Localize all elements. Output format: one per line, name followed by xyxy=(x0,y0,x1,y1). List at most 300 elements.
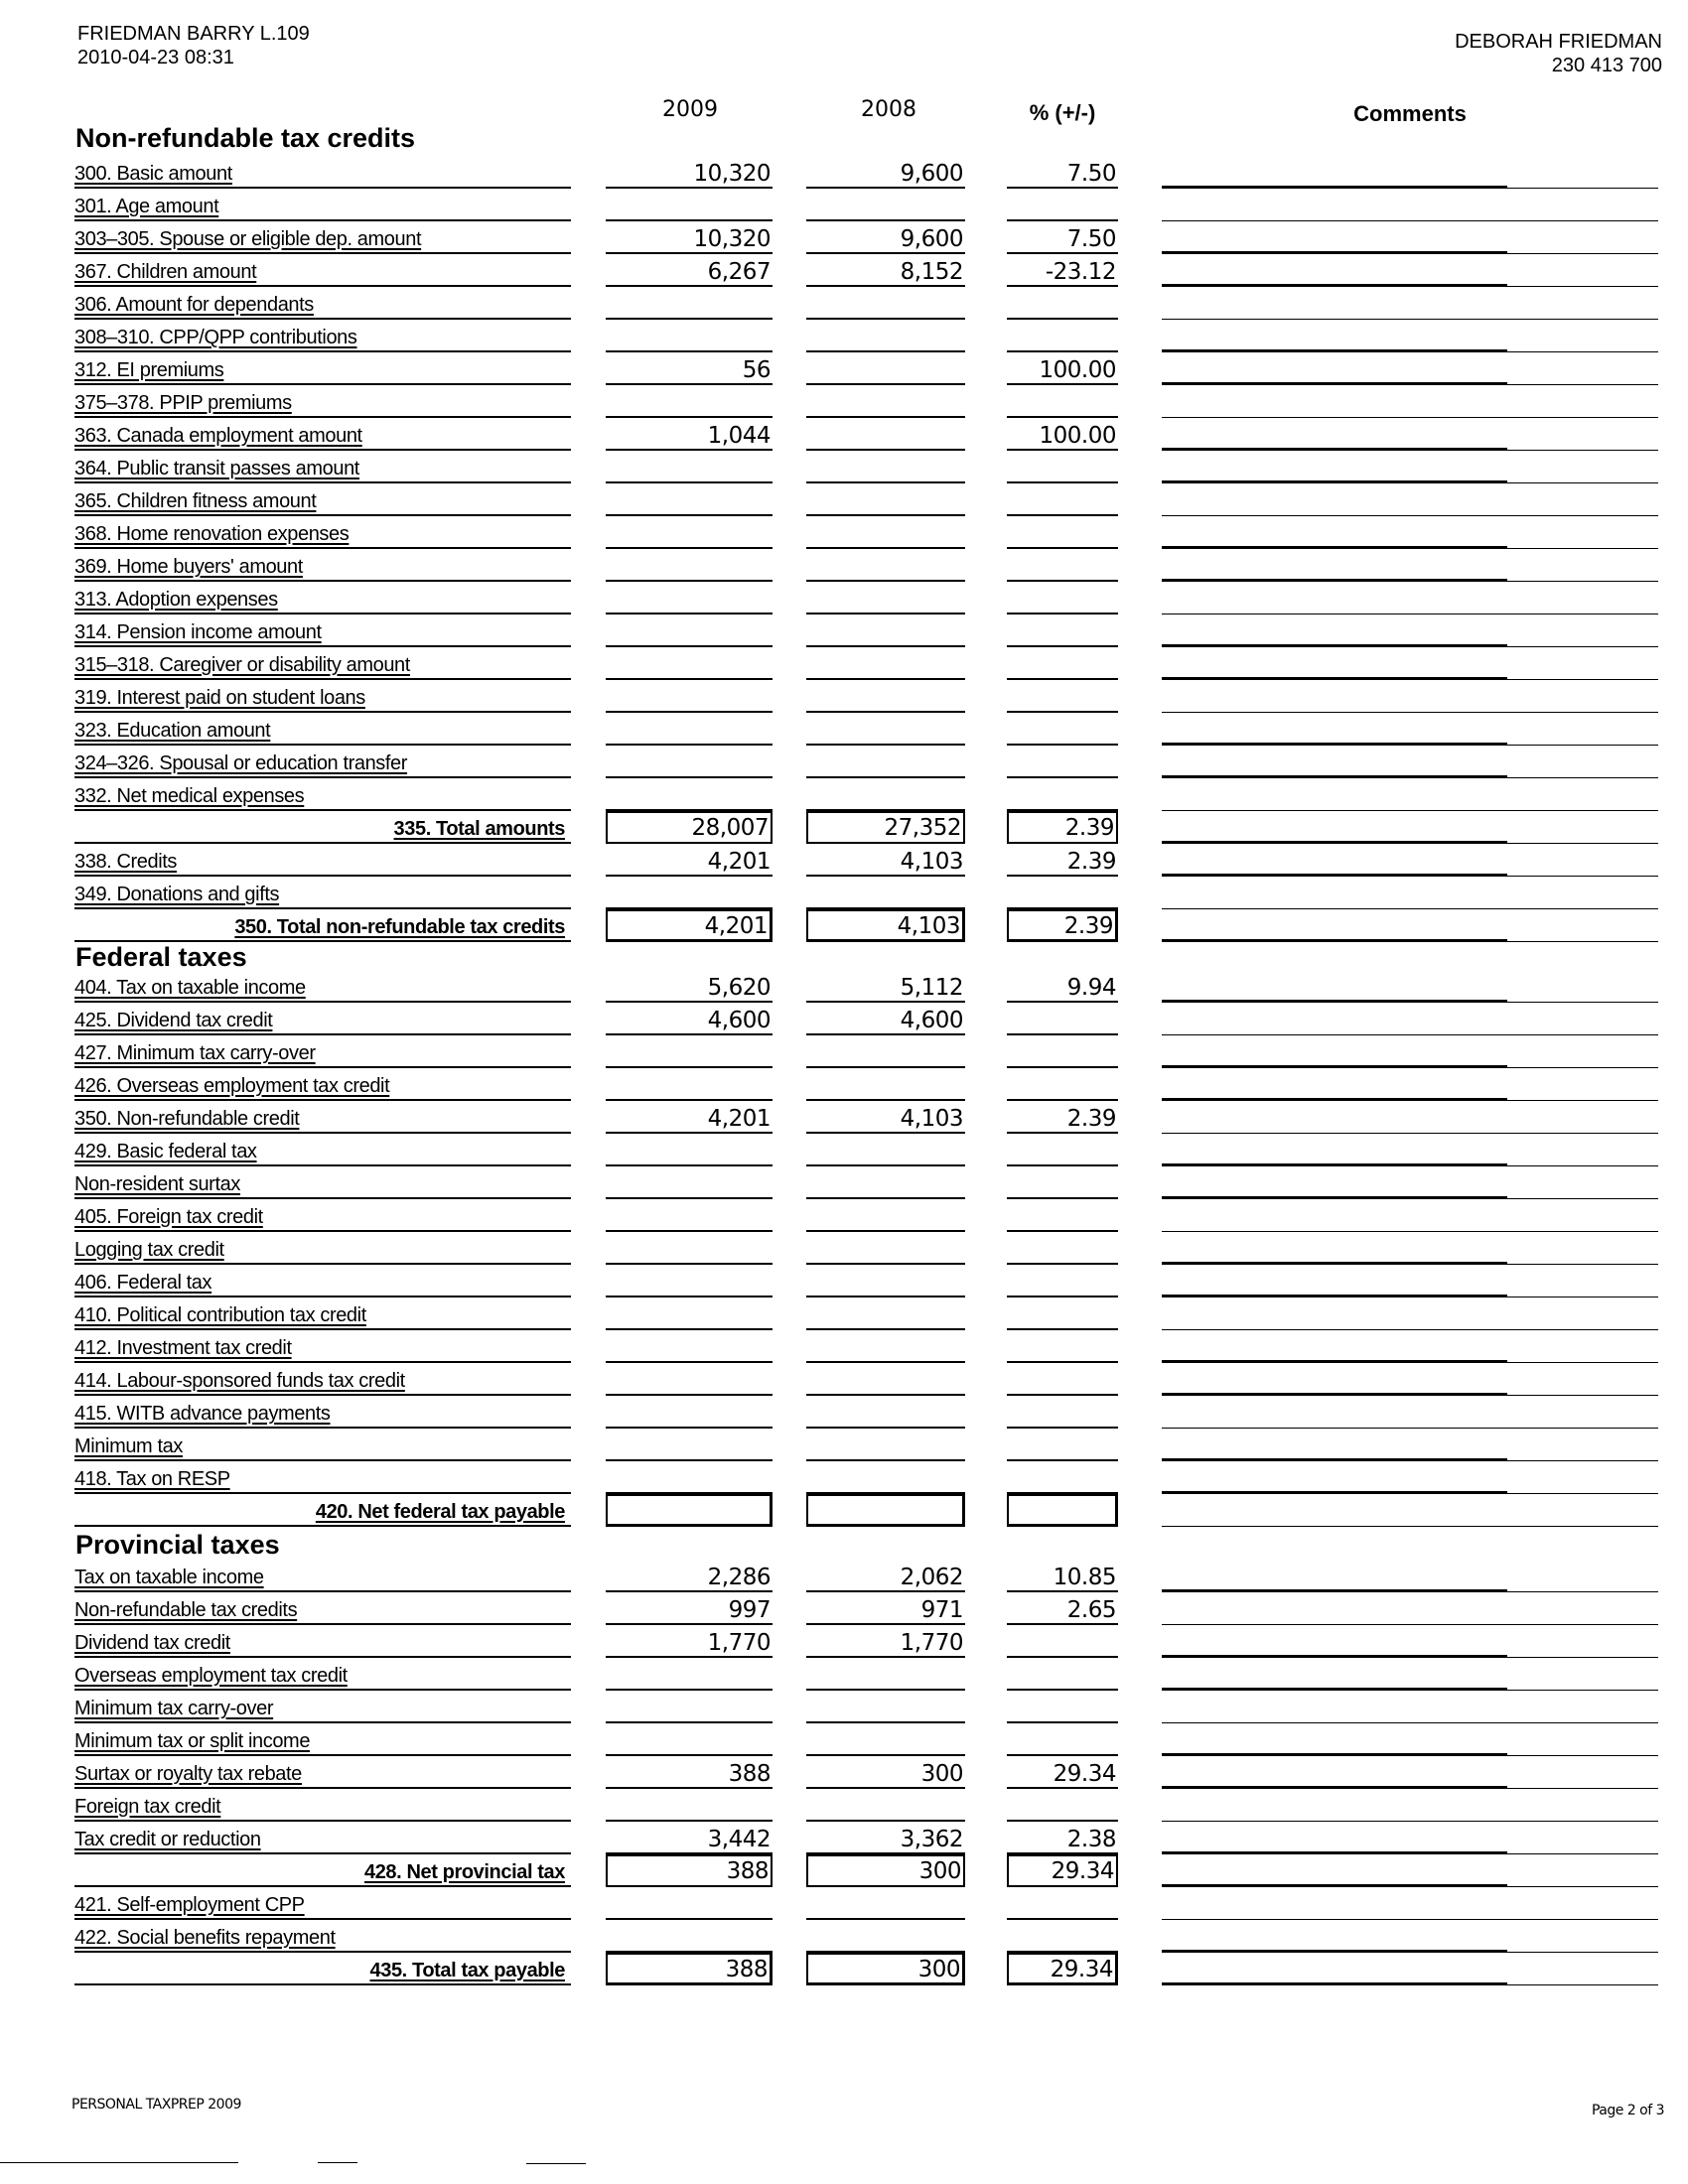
comment-line[interactable] xyxy=(1162,156,1658,189)
comment-line[interactable] xyxy=(1162,1101,1658,1134)
value-2009: 5,620 xyxy=(606,970,773,1003)
value-pct-change: 7.50 xyxy=(1007,221,1118,254)
comment-line[interactable] xyxy=(1162,483,1658,516)
row-label-text: 418. Tax on RESP xyxy=(74,1468,230,1490)
comment-line[interactable] xyxy=(1162,1723,1658,1756)
row-label xyxy=(74,680,571,713)
scan-artifact-line xyxy=(526,2163,586,2164)
row-label-text: 300. Basic amount xyxy=(74,163,232,185)
value-2009 xyxy=(606,1887,773,1920)
comment-line[interactable] xyxy=(1162,1658,1658,1691)
value-2008 xyxy=(806,1494,965,1527)
row-label xyxy=(74,1265,571,1297)
comment-line[interactable] xyxy=(1162,1134,1658,1166)
comment-line[interactable] xyxy=(1162,1887,1658,1920)
value-2009 xyxy=(606,1658,773,1691)
value-pct-change xyxy=(1007,1363,1118,1396)
row-label-text: Surtax or royalty tax rebate xyxy=(74,1763,302,1785)
value-pct-change: 2.39 xyxy=(1007,844,1118,877)
value-2009: 4,201 xyxy=(606,1101,773,1134)
comment-line[interactable] xyxy=(1162,909,1658,942)
comment-line[interactable] xyxy=(1162,1068,1658,1101)
value-2008 xyxy=(806,1330,965,1363)
value-2008 xyxy=(806,418,965,451)
value-2009 xyxy=(606,320,773,352)
value-pct-change: 7.50 xyxy=(1007,156,1118,189)
value-2008 xyxy=(806,614,965,647)
comment-line[interactable] xyxy=(1162,549,1658,582)
row-label-text: 324–326. Spousal or education transfer xyxy=(74,752,408,774)
table-row xyxy=(0,221,1688,254)
comment-line[interactable] xyxy=(1162,254,1658,287)
row-label-text: 365. Children fitness amount xyxy=(74,490,317,512)
row-label-text: 414. Labour-sponsored funds tax credit xyxy=(74,1370,405,1392)
table-row xyxy=(0,549,1688,582)
value-2009 xyxy=(606,1396,773,1429)
value-2009: 10,320 xyxy=(606,221,773,254)
value-2009 xyxy=(606,1297,773,1330)
value-pct-change xyxy=(1007,1297,1118,1330)
comment-line[interactable] xyxy=(1162,778,1658,811)
row-label xyxy=(74,1429,571,1461)
row-label xyxy=(74,909,571,942)
comment-line[interactable] xyxy=(1162,451,1658,483)
row-label-text: 429. Basic federal tax xyxy=(74,1141,257,1162)
value-2008 xyxy=(806,778,965,811)
comment-line[interactable] xyxy=(1162,970,1658,1003)
comment-line[interactable] xyxy=(1162,1232,1658,1265)
comment-line[interactable] xyxy=(1162,1592,1658,1625)
row-label xyxy=(74,483,571,516)
value-2008: 4,103 xyxy=(806,844,965,877)
table-row xyxy=(0,844,1688,877)
comment-line[interactable] xyxy=(1162,1494,1658,1527)
comment-line[interactable] xyxy=(1162,1625,1658,1658)
value-pct-change xyxy=(1007,483,1118,516)
row-label xyxy=(74,1789,571,1822)
comment-line[interactable] xyxy=(1162,647,1658,680)
table-row xyxy=(0,1822,1688,1854)
comment-line[interactable] xyxy=(1162,1461,1658,1494)
value-2009 xyxy=(606,1789,773,1822)
row-label xyxy=(74,1396,571,1429)
table-row xyxy=(0,189,1688,221)
row-label-text: 303–305. Spouse or eligible dep. amount xyxy=(74,228,422,250)
row-label-text: 415. WITB advance payments xyxy=(74,1403,331,1425)
row-label xyxy=(74,1953,571,1985)
value-2009: 997 xyxy=(606,1592,773,1625)
value-pct-change xyxy=(1007,1887,1118,1920)
value-2008: 1,770 xyxy=(806,1625,965,1658)
value-pct-change: 2.65 xyxy=(1007,1592,1118,1625)
value-2009 xyxy=(606,1068,773,1101)
value-pct-change xyxy=(1007,1691,1118,1723)
value-pct-change xyxy=(1007,1035,1118,1068)
value-2008 xyxy=(806,647,965,680)
value-2008: 300 xyxy=(806,1756,965,1789)
table-row xyxy=(0,1035,1688,1068)
client-header xyxy=(77,22,310,69)
value-pct-change: 2.39 xyxy=(1007,1101,1118,1134)
value-pct-change xyxy=(1007,746,1118,778)
value-2009 xyxy=(606,1494,773,1527)
row-label xyxy=(74,811,571,844)
value-pct-change xyxy=(1007,1396,1118,1429)
row-label-text: 323. Education amount xyxy=(74,720,271,742)
value-pct-change xyxy=(1007,451,1118,483)
scan-artifact-line xyxy=(0,2162,238,2163)
value-2009: 3,442 xyxy=(606,1822,773,1854)
value-2008 xyxy=(806,877,965,909)
table-row xyxy=(0,451,1688,483)
value-pct-change: 10.85 xyxy=(1007,1560,1118,1592)
comment-line[interactable] xyxy=(1162,1003,1658,1035)
comment-line[interactable] xyxy=(1162,1691,1658,1723)
value-2008 xyxy=(806,352,965,385)
row-label-text: Minimum tax xyxy=(74,1435,183,1457)
value-2009: 1,044 xyxy=(606,418,773,451)
value-2009: 388 xyxy=(606,1756,773,1789)
table-row xyxy=(0,352,1688,385)
comment-line[interactable] xyxy=(1162,1429,1658,1461)
comment-line[interactable] xyxy=(1162,385,1658,418)
table-row xyxy=(0,1330,1688,1363)
table-row xyxy=(0,483,1688,516)
comment-line[interactable] xyxy=(1162,811,1658,844)
row-label-text: 349. Donations and gifts xyxy=(74,884,280,905)
row-label xyxy=(74,1232,571,1265)
row-label-text: Logging tax credit xyxy=(74,1239,224,1261)
value-2008: 3,362 xyxy=(806,1822,965,1854)
value-2008 xyxy=(806,1363,965,1396)
comment-line[interactable] xyxy=(1162,746,1658,778)
row-label xyxy=(74,352,571,385)
value-pct-change xyxy=(1007,287,1118,320)
table-row xyxy=(0,877,1688,909)
value-pct-change xyxy=(1007,1232,1118,1265)
row-label xyxy=(74,1101,571,1134)
table-row xyxy=(0,1265,1688,1297)
row-label-text: Tax credit or reduction xyxy=(74,1829,261,1850)
table-row xyxy=(0,1756,1688,1789)
row-label-text: 422. Social benefits repayment xyxy=(74,1927,336,1949)
value-2008 xyxy=(806,1789,965,1822)
value-pct-change: 100.00 xyxy=(1007,418,1118,451)
value-2009 xyxy=(606,1232,773,1265)
table-row xyxy=(0,970,1688,1003)
row-label xyxy=(74,1068,571,1101)
table-row xyxy=(0,287,1688,320)
value-2008: 4,600 xyxy=(806,1003,965,1035)
value-2009 xyxy=(606,1691,773,1723)
comment-line[interactable] xyxy=(1162,680,1658,713)
value-2009 xyxy=(606,1166,773,1199)
value-2008 xyxy=(806,1691,965,1723)
value-2009 xyxy=(606,614,773,647)
comment-line[interactable] xyxy=(1162,1560,1658,1592)
table-row xyxy=(0,1658,1688,1691)
value-pct-change xyxy=(1007,1134,1118,1166)
row-label-text: 350. Non-refundable credit xyxy=(74,1108,300,1130)
table-row xyxy=(0,385,1688,418)
row-label xyxy=(74,1166,571,1199)
value-pct-change: 2.38 xyxy=(1007,1822,1118,1854)
row-label xyxy=(74,1920,571,1953)
row-label-text: 306. Amount for dependants xyxy=(74,294,314,316)
value-2008 xyxy=(806,582,965,614)
value-2009 xyxy=(606,451,773,483)
row-label xyxy=(74,970,571,1003)
row-label xyxy=(74,1887,571,1920)
value-2009 xyxy=(606,1035,773,1068)
row-label-text: 363. Canada employment amount xyxy=(74,425,362,447)
row-label xyxy=(74,1756,571,1789)
row-label xyxy=(74,287,571,320)
comment-line[interactable] xyxy=(1162,1035,1658,1068)
value-pct-change: 29.34 xyxy=(1007,1756,1118,1789)
table-row xyxy=(0,1429,1688,1461)
value-pct-change: 29.34 xyxy=(1007,1854,1118,1887)
value-2009 xyxy=(606,1363,773,1396)
comment-line[interactable] xyxy=(1162,1297,1658,1330)
table-row xyxy=(0,1068,1688,1101)
row-label-text: Tax on taxable income xyxy=(74,1567,264,1588)
value-2008 xyxy=(806,1429,965,1461)
value-pct-change xyxy=(1007,1199,1118,1232)
value-pct-change xyxy=(1007,1658,1118,1691)
value-pct-change: 9.94 xyxy=(1007,970,1118,1003)
table-row xyxy=(0,1134,1688,1166)
value-pct-change xyxy=(1007,1461,1118,1494)
row-label-text: 369. Home buyers' amount xyxy=(74,556,303,578)
row-label xyxy=(74,516,571,549)
value-2009 xyxy=(606,713,773,746)
value-2009 xyxy=(606,385,773,418)
value-2008: 300 xyxy=(806,1953,965,1985)
value-pct-change xyxy=(1007,647,1118,680)
row-label xyxy=(74,451,571,483)
footer-product: PERSONAL TAXPREP 2009 xyxy=(71,2097,241,2113)
comment-line[interactable] xyxy=(1162,1265,1658,1297)
value-pct-change xyxy=(1007,1166,1118,1199)
value-2008: 9,600 xyxy=(806,221,965,254)
row-label-text: 420. Net federal tax payable xyxy=(315,1501,565,1523)
row-label xyxy=(74,877,571,909)
table-row xyxy=(0,1920,1688,1953)
row-label xyxy=(74,647,571,680)
value-2009: 4,600 xyxy=(606,1003,773,1035)
comment-line[interactable] xyxy=(1162,320,1658,352)
table-row xyxy=(0,1003,1688,1035)
comment-line[interactable] xyxy=(1162,1789,1658,1822)
value-2008 xyxy=(806,1658,965,1691)
value-2008: 4,103 xyxy=(806,1101,965,1134)
print-datetime: 2010-04-23 08:31 xyxy=(77,47,234,68)
section-title-provincial: Provincial taxes xyxy=(75,1530,280,1560)
value-pct-change xyxy=(1007,1920,1118,1953)
value-2009 xyxy=(606,189,773,221)
value-2008 xyxy=(806,713,965,746)
comment-line[interactable] xyxy=(1162,516,1658,549)
row-label xyxy=(74,614,571,647)
total-row xyxy=(0,1854,1688,1887)
spouse-header xyxy=(1455,30,1662,77)
row-label-text: 427. Minimum tax carry-over xyxy=(74,1042,316,1064)
column-header-2009: 2009 xyxy=(662,97,718,122)
value-2009: 4,201 xyxy=(606,909,773,942)
value-pct-change xyxy=(1007,614,1118,647)
comment-line[interactable] xyxy=(1162,1822,1658,1854)
comment-line[interactable] xyxy=(1162,1166,1658,1199)
table-row xyxy=(0,516,1688,549)
value-2008 xyxy=(806,1199,965,1232)
row-label-text: 350. Total non-refundable tax credits xyxy=(234,916,565,938)
row-label xyxy=(74,418,571,451)
value-2008 xyxy=(806,1265,965,1297)
value-2009 xyxy=(606,483,773,516)
row-label-text: Non-refundable tax credits xyxy=(74,1599,298,1621)
value-2008 xyxy=(806,1723,965,1756)
comment-line[interactable] xyxy=(1162,614,1658,647)
value-pct-change xyxy=(1007,680,1118,713)
table-row xyxy=(0,1363,1688,1396)
value-2008 xyxy=(806,1068,965,1101)
row-label-text: 435. Total tax payable xyxy=(369,1960,565,1981)
row-label-text: 375–378. PPIP premiums xyxy=(74,392,292,414)
comment-line[interactable] xyxy=(1162,1199,1658,1232)
row-label-text: 335. Total amounts xyxy=(393,818,565,840)
row-label xyxy=(74,1854,571,1887)
value-2008 xyxy=(806,1035,965,1068)
row-label-text: Minimum tax or split income xyxy=(74,1730,311,1752)
value-2008 xyxy=(806,1887,965,1920)
value-2008 xyxy=(806,746,965,778)
row-label-text: Overseas employment tax credit xyxy=(74,1665,348,1687)
table-row xyxy=(0,1461,1688,1494)
table-row xyxy=(0,680,1688,713)
value-2008: 5,112 xyxy=(806,970,965,1003)
value-pct-change: 2.39 xyxy=(1007,811,1118,844)
column-header-2008: 2008 xyxy=(861,97,916,122)
comment-line[interactable] xyxy=(1162,1920,1658,1953)
spouse-name: DEBORAH FRIEDMAN xyxy=(1455,31,1662,53)
value-2009 xyxy=(606,1461,773,1494)
row-label xyxy=(74,1035,571,1068)
table-row xyxy=(0,778,1688,811)
table-row xyxy=(0,320,1688,352)
value-pct-change xyxy=(1007,1265,1118,1297)
value-pct-change xyxy=(1007,1330,1118,1363)
row-label-text: 428. Net provincial tax xyxy=(363,1861,565,1883)
comment-line[interactable] xyxy=(1162,1363,1658,1396)
row-label-text: 315–318. Caregiver or disability amount xyxy=(74,654,410,676)
value-2009 xyxy=(606,549,773,582)
row-label xyxy=(74,385,571,418)
value-2009 xyxy=(606,1920,773,1953)
value-pct-change: 29.34 xyxy=(1007,1953,1118,1985)
comment-line[interactable] xyxy=(1162,189,1658,221)
table-row xyxy=(0,1625,1688,1658)
row-label-text: 308–310. CPP/QPP contributions xyxy=(74,327,357,348)
row-label-text: 421. Self-employment CPP xyxy=(74,1894,305,1916)
value-pct-change xyxy=(1007,549,1118,582)
row-label-text: 301. Age amount xyxy=(74,196,219,217)
comment-line[interactable] xyxy=(1162,352,1658,385)
comment-line[interactable] xyxy=(1162,418,1658,451)
value-2009 xyxy=(606,1330,773,1363)
table-row xyxy=(0,156,1688,189)
comment-line[interactable] xyxy=(1162,582,1658,614)
value-2008 xyxy=(806,451,965,483)
value-2008 xyxy=(806,1396,965,1429)
value-2008 xyxy=(806,1920,965,1953)
row-label xyxy=(74,1494,571,1527)
value-2009: 1,770 xyxy=(606,1625,773,1658)
comment-line[interactable] xyxy=(1162,1756,1658,1789)
comment-line[interactable] xyxy=(1162,1854,1658,1887)
row-label xyxy=(74,1625,571,1658)
row-label xyxy=(74,1363,571,1396)
comment-line[interactable] xyxy=(1162,1953,1658,1985)
row-label xyxy=(74,1691,571,1723)
row-label-text: 364. Public transit passes amount xyxy=(74,458,359,479)
comment-line[interactable] xyxy=(1162,713,1658,746)
value-pct-change xyxy=(1007,1068,1118,1101)
value-2009 xyxy=(606,778,773,811)
row-label-text: 314. Pension income amount xyxy=(74,621,322,643)
row-label xyxy=(74,1658,571,1691)
value-2008 xyxy=(806,1461,965,1494)
value-pct-change xyxy=(1007,1625,1118,1658)
comment-line[interactable] xyxy=(1162,1396,1658,1429)
row-label xyxy=(74,582,571,614)
row-label-text: Foreign tax credit xyxy=(74,1796,221,1818)
row-label xyxy=(74,1592,571,1625)
comment-line[interactable] xyxy=(1162,1330,1658,1363)
comment-line[interactable] xyxy=(1162,221,1658,254)
row-label xyxy=(74,1822,571,1854)
value-pct-change xyxy=(1007,1789,1118,1822)
row-label-text: 410. Political contribution tax credit xyxy=(74,1304,366,1326)
comment-line[interactable] xyxy=(1162,844,1658,877)
table-row xyxy=(0,1723,1688,1756)
comment-line[interactable] xyxy=(1162,287,1658,320)
comment-line[interactable] xyxy=(1162,877,1658,909)
row-label xyxy=(74,221,571,254)
client-name: FRIEDMAN BARRY L.109 xyxy=(77,23,310,45)
scan-artifact-line xyxy=(318,2162,357,2163)
value-2009: 388 xyxy=(606,1854,773,1887)
row-label xyxy=(74,189,571,221)
value-2009 xyxy=(606,877,773,909)
value-2008 xyxy=(806,680,965,713)
total-row xyxy=(0,1953,1688,1985)
value-2008 xyxy=(806,549,965,582)
value-2008: 9,600 xyxy=(806,156,965,189)
value-pct-change xyxy=(1007,877,1118,909)
value-2009 xyxy=(606,647,773,680)
value-2008 xyxy=(806,516,965,549)
value-2009: 56 xyxy=(606,352,773,385)
table-row xyxy=(0,254,1688,287)
value-2009: 6,267 xyxy=(606,254,773,287)
table-row xyxy=(0,614,1688,647)
row-label xyxy=(74,320,571,352)
value-2009: 28,007 xyxy=(606,811,773,844)
value-pct-change xyxy=(1007,713,1118,746)
value-pct-change xyxy=(1007,1429,1118,1461)
value-pct-change xyxy=(1007,582,1118,614)
